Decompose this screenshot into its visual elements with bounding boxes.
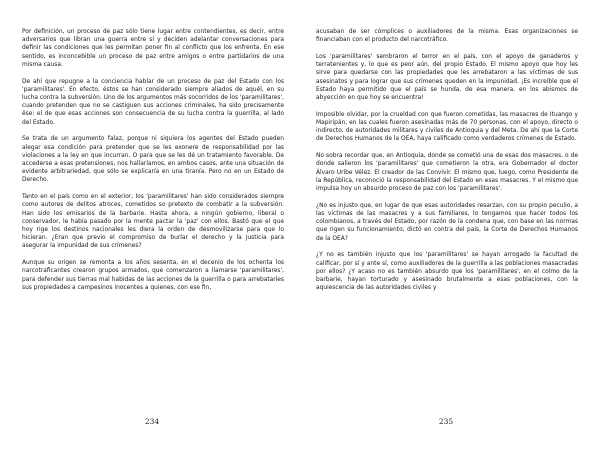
right-page xyxy=(300,0,600,450)
page-number: 235 xyxy=(438,417,454,426)
paragraph: Aunque su origen se remonta a los años sesenta, en el decenio de los ochenta los narcotraficantes crearon grupos armados, que comenzaron a llamarse 'paramilitares', para defender sus tierras mal habidas de las acciones de la guerrilla o para arrebatarles sus propiedades a campesinos inocentes a quienes, con ese fin, xyxy=(22,260,284,291)
paragraph: ¿Y no es también injusto que los 'paramilitares' se hayan arrogado la facultad de calificar, por sí y ante sí, como auxiliadores de la guerrilla a las poblaciones masacradas por ellos? ¿Y acaso no es también absurdo que los 'paramilitares', en el colmo de la barbarie, hayan torturado y asesinado brutalmente a esas poblaciones, con la aquiescencia de las autoridades civiles y xyxy=(316,252,578,292)
paragraph: Los 'paramilitares' sembraron el terror en el país, con el apoyo de ganaderos y terratenientes y, lo que es peor aún, del propio Estado. El mismo apoyo que hoy les sirve para quedarse con las propiedades que les arrebataron a las víctimas de sus asesinatos y para lograr que sus crímenes queden en la impunidad. ¡Es increíble que el Estado haya permitido que el país se hunda, de esa manera, en los abismos de abyección en que hoy se encuentra! xyxy=(316,54,578,102)
paragraph: ¿No es injusto que, en lugar de que esas autoridades resarzan, con su propio peculio, a las víctimas de las masacres y a sus familiares, lo tengamos que hacer todos los colombianos, a través del Estado, por razón de la condena que, con base en las normas que rigen su funcionamiento, dictó en contra del país, la Corte de Derechos Humanos de la OEA? xyxy=(316,202,578,242)
paragraph: acusaban de ser cómplices o auxiliadores de la misma. Esas organizaciones se financiaban con el producto del narcotráfico. xyxy=(316,29,578,44)
paragraph: Se trata de un argumento falaz, porque ni siquiera los agentes del Estado pueden alegar esa condición para pretender que se les exonere de responsabilidad por las violaciones a la ley en que incurran. O para que se les dé un tratamiento favorable. De accederse a esas pretensiones, nos hallaríamos, en ambos casos, ante una situación de evidente arbitrariedad, que sólo se explicaría en una tiranía. Pero no en un Estado de Derecho. xyxy=(22,136,284,184)
page-number: 234 xyxy=(144,417,160,426)
paragraph: No sobra recordar que, en Antioquia, donde se cometió una de esas dos masacres, o de donde salieron los 'paramilitares' que cometieron la otra, era Gobernador el doctor Álvaro Uribe Vélez. El creador de las Convivir. El mismo que, luego, como Presidente de la República, reconoció la responsabilidad del Estado en esas masacres. Y el mismo que impulsa hoy un absurdo proceso de paz con los 'paramilitares'. xyxy=(316,153,578,193)
paragraph: Por definición, un proceso de paz sólo tiene lugar entre contendientes, es decir, entre adversarios que libran una guerra entre sí y deciden adelantar conversaciones para definir las condiciones que les permitan poner fin al conflicto que los enfrenta. En ese sentido, es inconcebible un proceso de paz entre amigos o entre partidarios de una misma causa. xyxy=(22,29,284,68)
right-page-text xyxy=(316,28,578,292)
left-page-text xyxy=(22,28,284,292)
paragraph: De ahí que repugne a la conciencia hablar de un proceso de paz del Estado con los 'paramilitares'. En efecto, éstos se han considerado siempre aliados de aquél, en su lucha contra la subversión. Uno de los argumentos más socorridos de los 'paramilitares', cuando pretenden que no se castiguen sus acciones criminales, ha sido precisamente ése: el de que esas acciones son consecuencia de su lucha contra la guerrilla, al lado del Estado. xyxy=(22,78,284,126)
paragraph: Imposible olvidar, por la crueldad con que fueron cometidas, las masacres de Ituango y Mapiripán, en las cuales fueron asesinadas más de 70 personas, con el apoyo, directo o indirecto, de autoridades militares y civiles de Antioquia y del Meta. De ahí que la Corte de Derechos Humanos de la OEA, haya calificado como verdaderos crímenes de Estado. xyxy=(316,111,578,143)
paragraph: Tanto en el país como en el exterior, los 'paramilitares' han sido considerados siempre como autores de delitos atroces, cometidos so pretexto de combatir a la subversión. Han sido los emisarios de la barbarie. Hasta ahora, a ningún gobierno, liberal o conservador, le había pasado por la mente pactar la 'paz' con ellos. Bastó que el que hoy rige los destinos nacionales les diera la orden de desmovilizarse para que lo hicieran. ¿Eran que previo el compromiso de burlar el derecho y la justicia para asegurar la impunidad de sus crímenes? xyxy=(22,194,284,250)
